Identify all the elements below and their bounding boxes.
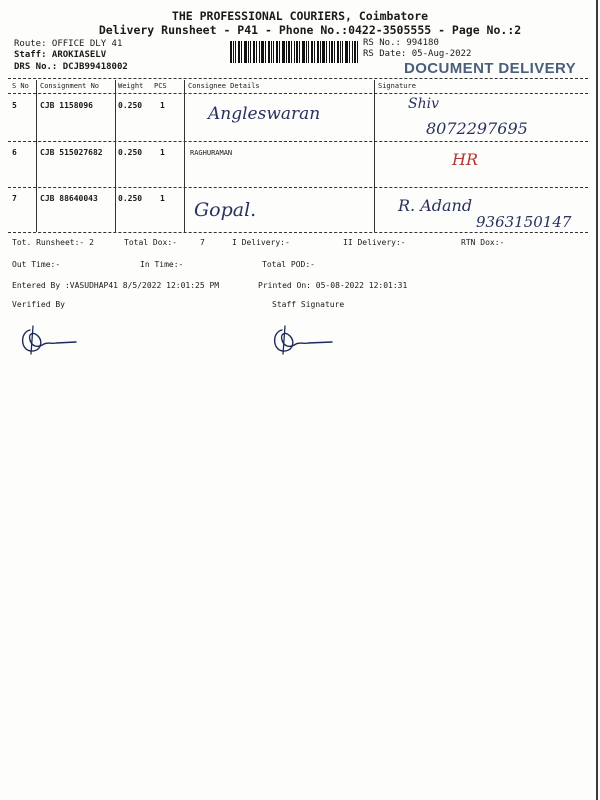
barcode [230,41,358,63]
row-separator [8,141,588,142]
route-label: Route: OFFICE DLY 41 [14,39,123,49]
column-divider [184,80,185,232]
table-header-rule [8,93,588,94]
handwritten-signature: R. Adand [398,196,473,215]
column-divider [36,80,37,232]
total-pod-label: Total POD:- [262,260,315,269]
total-runsheet: Tot. Runsheet:- 2 [12,238,94,247]
row-sno: 5 [12,101,17,110]
staff-signature-label: Staff Signature [272,300,345,309]
drs-number: DRS No.: DCJB99418002 [14,62,128,72]
col-header-signature: Signature [378,82,416,90]
row-consignee-name: RAGHURAMAN [190,149,233,157]
row-pcs: 1 [160,148,165,157]
row-consignment-no: CJB 88640043 [40,194,98,203]
handwritten-phone-number: 9363150147 [476,213,572,231]
total-dox-label: Total Dox:- [124,238,177,247]
column-divider [115,80,116,232]
row-weight: 0.250 [118,194,143,203]
column-divider [374,80,375,232]
handwritten-signature: HR [452,150,478,169]
handwritten-consignee-name: Gopal. [194,199,257,221]
table-top-rule [8,78,588,79]
table-bottom-rule [8,232,588,233]
document-delivery-stamp: DOCUMENT DELIVERY [404,60,577,77]
staff-signature [270,320,336,356]
row-separator [8,187,588,188]
handwritten-signature: Shiv [408,96,439,112]
row-pcs: 1 [160,194,165,203]
out-time-label: Out Time:- [12,260,61,269]
rs-number: RS No.: 994180 [363,38,439,48]
company-title: THE PROFESSIONAL COURIERS, Coimbatore [171,9,429,23]
row-consignment-no: CJB 515027682 [40,148,103,157]
row-sno: 7 [12,194,17,203]
row-pcs: 1 [160,101,165,110]
col-header-pcs: PCS [154,82,167,90]
row-weight: 0.250 [118,101,143,110]
printed-on: Printed On: 05-08-2022 12:01:31 [258,281,408,290]
handwritten-consignee-name: Angleswaran [208,104,321,124]
verified-by-label: Verified By [12,300,65,309]
scan-edge-line [596,0,598,800]
in-time-label: In Time:- [140,260,184,269]
runsheet-title: Delivery Runsheet - P41 - Phone No.:0422-3505555 - Page No.:2 [98,23,522,37]
row-consignment-no: CJB 1158096 [40,101,93,110]
rs-date: RS Date: 05-Aug-2022 [363,49,472,59]
col-header-sno: S No [12,82,29,90]
staff-label: Staff: AROKIASELV [14,50,107,60]
second-delivery-label: II Delivery:- [343,238,406,247]
row-sno: 6 [12,148,17,157]
handwritten-phone-number: 8072297695 [426,119,528,138]
row-weight: 0.250 [118,148,143,157]
col-header-weight: Weight [118,82,144,90]
verifier-signature [18,320,80,356]
col-header-consignment: Consignment No [40,82,100,90]
col-header-consignee: Consignee Details [188,82,260,90]
entered-by: Entered By :VASUDHAP41 8/5/2022 12:01:25 PM [12,281,220,290]
first-delivery-label: I Delivery:- [232,238,290,247]
total-dox-value: 7 [200,238,205,247]
return-dox-label: RTN Dox:- [461,238,505,247]
